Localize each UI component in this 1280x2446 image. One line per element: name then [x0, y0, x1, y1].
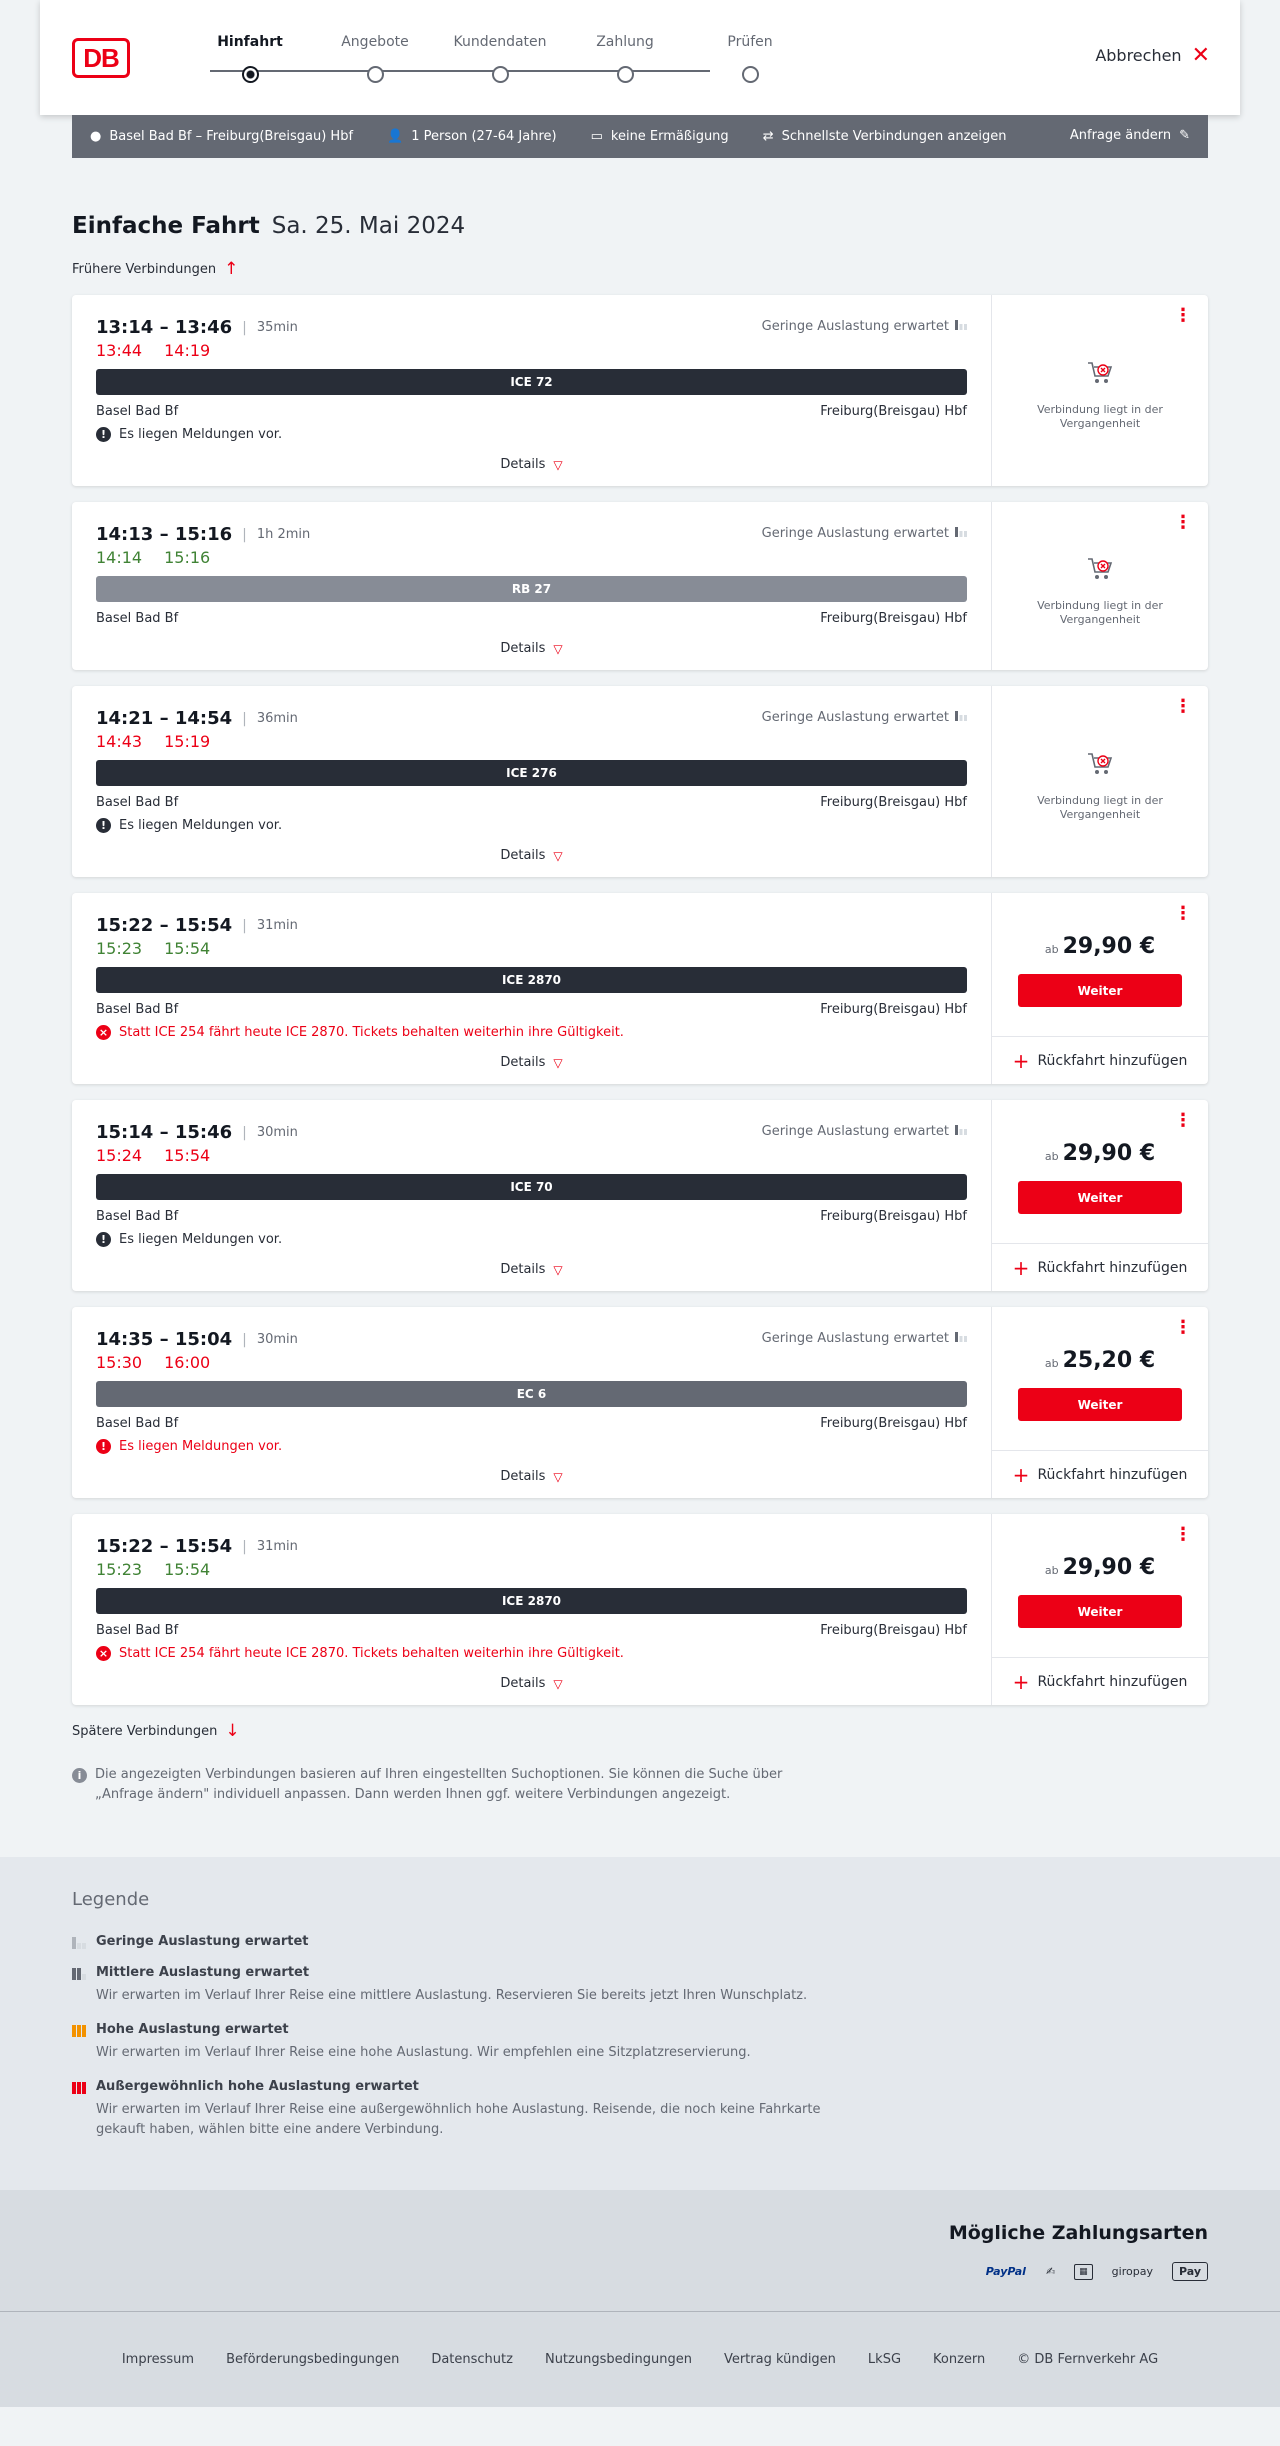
more-options-icon[interactable]: ⋮ [1174, 305, 1192, 326]
realtime-times [96, 1560, 967, 1579]
cart-disabled-icon [1086, 751, 1114, 784]
details-label: Details [500, 848, 546, 863]
load-level-icon [72, 1966, 88, 1980]
times-row [96, 915, 967, 936]
duration: 31min [256, 918, 298, 933]
summary-route: ● Basel Bad Bf – Freiburg(Breisgau) Hbf [90, 129, 354, 144]
details-label: Details [500, 1469, 546, 1484]
payment-title: Mögliche Zahlungsarten [948, 2222, 1208, 2244]
price-prefix: ab [1044, 943, 1059, 956]
step-dot [617, 66, 634, 83]
footer-link[interactable]: Beförderungsbedingungen [226, 2352, 400, 2367]
price-value: 29,90 € [1062, 934, 1156, 959]
offer-panel [992, 1100, 1208, 1291]
weiter-button[interactable]: Weiter [1018, 1388, 1182, 1421]
separator: | [242, 1331, 247, 1348]
realtime-times [96, 1146, 967, 1165]
legend-title: Legende [72, 1889, 150, 1910]
details-toggle[interactable] [96, 641, 967, 656]
price-value: 29,90 € [1062, 1141, 1156, 1166]
step-label: Kundendaten [453, 34, 547, 50]
alert-icon: ! [96, 1232, 111, 1247]
later-connections-link[interactable]: Spätere Verbindungen ↓ [72, 1721, 240, 1741]
connection-card [72, 893, 1208, 1084]
low-load-icon [955, 1123, 967, 1139]
step-pruefen[interactable] [685, 34, 815, 83]
legend-item-title: Außergewöhnlich hohe Auslastung erwartet [96, 2079, 419, 2094]
separator: | [242, 319, 247, 336]
duration: 36min [256, 711, 298, 726]
header [40, 0, 1240, 115]
chevron-down-icon: ▽ [553, 1055, 563, 1070]
summary-option: ⇄ Schnellste Verbindungen anzeigen [762, 129, 1007, 144]
location-pin-icon: ● [90, 129, 102, 144]
realtime-departure: 15:23 [96, 939, 143, 958]
details-toggle[interactable] [96, 1469, 967, 1484]
connection-card [72, 686, 1208, 877]
cancel-circle-icon: × [96, 1025, 111, 1040]
realtime-departure: 15:30 [96, 1353, 143, 1372]
stations-row [96, 1209, 967, 1224]
connection-card [72, 1100, 1208, 1291]
train-bar: ICE 2870 [96, 1588, 967, 1614]
low-load-icon [955, 1330, 967, 1346]
step-dot [492, 66, 509, 83]
bahncard-icon: ▭ [590, 129, 603, 144]
more-options-icon[interactable]: ⋮ [1174, 1524, 1192, 1545]
past-connection-text: Verbindung liegt in der Vergangenheit [1037, 403, 1163, 430]
train-bar: RB 27 [96, 576, 967, 602]
past-connection-text: Verbindung liegt in der Vergangenheit [1037, 598, 1163, 626]
connection-message [96, 1025, 967, 1040]
legend-item-title: Mittlere Auslastung erwartet [96, 1965, 310, 1980]
weiter-button[interactable]: Weiter [1018, 974, 1182, 1007]
more-options-icon[interactable]: ⋮ [1174, 1317, 1192, 1338]
stations-row [96, 611, 967, 626]
connection-list [72, 295, 1208, 1705]
realtime-times [96, 548, 967, 567]
destination-station: Freiburg(Breisgau) Hbf [820, 611, 967, 626]
details-toggle[interactable] [96, 1055, 967, 1070]
step-label: Zahlung [596, 34, 654, 50]
pencil-icon: ✎ [1179, 128, 1190, 143]
details-toggle[interactable] [96, 1262, 967, 1277]
chevron-down-icon: ▽ [553, 641, 563, 656]
step-label: Hinfahrt [217, 34, 283, 50]
step-kundendaten[interactable] [435, 34, 565, 83]
connection-info[interactable] [72, 502, 992, 670]
origin-station: Basel Bad Bf [96, 795, 179, 810]
connection-card [72, 1514, 1208, 1705]
add-return-button[interactable] [992, 1243, 1208, 1291]
low-load-icon [955, 318, 967, 334]
legend-item [72, 2079, 1208, 2140]
footer-link[interactable]: LkSG [867, 2352, 902, 2367]
price [1045, 1348, 1155, 1373]
departure-arrival-time: 14:21 – 14:54 [96, 708, 233, 729]
load-indicator [762, 1123, 967, 1139]
add-return-button[interactable] [992, 1657, 1208, 1705]
legend-item [72, 1965, 1208, 2006]
search-hint: i Die angezeigten Verbindungen basieren auf Ihren eingestellten Suchoptionen. Sie können die Suche über „Anfrage ändern" individuell anpassen. Dann werden Ihnen ggf. weitere Verbindungen angezeigt. [72, 1765, 832, 1805]
origin-station: Basel Bad Bf [96, 1416, 179, 1431]
departure-arrival-time: 14:35 – 15:04 [96, 1329, 233, 1350]
legend-item-desc: Wir erwarten im Verlauf Ihrer Reise eine hohe Auslastung. Wir empfehlen eine Sitzplatzreservierung. [96, 2045, 751, 2060]
message-text: Statt ICE 254 fährt heute ICE 2870. Tickets behalten weiterhin ihre Gültigkeit. [119, 1646, 624, 1661]
legend-item-header [72, 1965, 1208, 1980]
destination-station: Freiburg(Breisgau) Hbf [820, 1623, 967, 1638]
price [1045, 934, 1155, 959]
details-toggle[interactable] [96, 1676, 967, 1691]
realtime-arrival: 15:54 [164, 1560, 211, 1579]
realtime-departure: 14:14 [96, 548, 143, 567]
page-title-row [72, 213, 1208, 239]
stations-row [96, 1623, 967, 1638]
step-label: Prüfen [727, 34, 773, 50]
duration: 30min [256, 1125, 298, 1140]
details-label: Details [500, 457, 546, 472]
footer-link[interactable]: © DB Fernverkehr AG [1017, 2352, 1159, 2367]
stations-row [96, 1002, 967, 1017]
separator: | [242, 917, 247, 934]
load-level-icon [72, 1935, 88, 1949]
travel-date: Sa. 25. Mai 2024 [271, 213, 466, 239]
connection-info[interactable] [72, 893, 992, 1084]
train-bar: ICE 70 [96, 1174, 967, 1200]
info-icon: i [72, 1768, 87, 1783]
departure-arrival-time: 14:13 – 15:16 [96, 524, 233, 545]
step-angebote[interactable] [310, 34, 440, 83]
low-load-icon [955, 525, 967, 541]
destination-station: Freiburg(Breisgau) Hbf [820, 1209, 967, 1224]
footer-link[interactable]: Nutzungsbedingungen [544, 2352, 692, 2367]
legend-item-title: Geringe Auslastung erwartet [96, 1934, 309, 1949]
summary-passengers: 👤 1 Person (27-64 Jahre) [387, 129, 557, 144]
more-options-icon[interactable]: ⋮ [1174, 1110, 1192, 1131]
origin-station: Basel Bad Bf [96, 1209, 179, 1224]
connection-info[interactable] [72, 1100, 992, 1291]
realtime-arrival: 14:19 [164, 341, 211, 360]
more-options-icon[interactable]: ⋮ [1174, 512, 1192, 533]
offer-panel [992, 295, 1208, 486]
add-return-button[interactable] [992, 1036, 1208, 1084]
train-bar: ICE 276 [96, 760, 967, 786]
summary-discount: ▭ keine Ermäßigung [590, 129, 729, 144]
price-prefix: ab [1044, 1564, 1059, 1577]
load-label: Geringe Auslastung erwartet [761, 709, 949, 725]
close-icon: ✕ [1191, 42, 1210, 68]
duration: 1h 2min [256, 527, 311, 542]
realtime-times [96, 939, 967, 958]
offer-panel [992, 502, 1208, 670]
connection-card [72, 295, 1208, 486]
connection-info[interactable] [72, 686, 992, 877]
message-text: Es liegen Meldungen vor. [119, 818, 283, 833]
apple-pay-logo: Pay [1172, 2262, 1208, 2281]
load-level-icon [72, 2023, 88, 2037]
footer-link[interactable]: Impressum [121, 2352, 195, 2367]
message-text: Statt ICE 254 fährt heute ICE 2870. Tickets behalten weiterhin ihre Gültigkeit. [119, 1025, 624, 1040]
search-summary-bar [72, 115, 1208, 158]
separator: | [242, 1124, 247, 1141]
connection-info[interactable] [72, 1514, 992, 1705]
giropay-logo: giropay [1111, 2265, 1153, 2278]
weiter-button[interactable]: Weiter [1018, 1181, 1182, 1214]
duration: 35min [256, 320, 298, 335]
details-label: Details [500, 1676, 546, 1691]
cancel-button[interactable] [1095, 42, 1210, 68]
train-bar: ICE 72 [96, 369, 967, 395]
destination-station: Freiburg(Breisgau) Hbf [820, 1416, 967, 1431]
earlier-connections-link[interactable]: Frühere Verbindungen ↑ [72, 259, 239, 279]
connection-message [96, 818, 967, 833]
separator: | [242, 710, 247, 727]
message-text: Es liegen Meldungen vor. [119, 1439, 283, 1454]
payment-methods [0, 2190, 1280, 2311]
more-options-icon[interactable]: ⋮ [1174, 903, 1192, 924]
realtime-arrival: 16:00 [164, 1353, 211, 1372]
realtime-arrival: 15:16 [164, 548, 211, 567]
load-label: Geringe Auslastung erwartet [761, 1330, 949, 1346]
legend-item-header [72, 2022, 1208, 2037]
cart-disabled-icon [1086, 556, 1114, 589]
duration: 31min [256, 1539, 298, 1554]
legend-item [72, 2022, 1208, 2063]
plus-icon: + [1012, 1669, 1030, 1694]
connection-card [72, 1307, 1208, 1498]
load-level-icon [72, 2080, 88, 2094]
load-label: Geringe Auslastung erwartet [761, 1123, 949, 1139]
footer [0, 2311, 1280, 2407]
weiter-button[interactable]: Weiter [1018, 1595, 1182, 1628]
connection-message [96, 1646, 967, 1661]
add-return-label: Rückfahrt hinzufügen [1037, 1259, 1188, 1276]
offer-panel [992, 893, 1208, 1084]
connection-message [96, 1232, 967, 1247]
offer-panel [992, 1514, 1208, 1705]
edit-request-button[interactable]: Anfrage ändern ✎ [1069, 128, 1190, 143]
footer-link[interactable]: Vertrag kündigen [723, 2352, 836, 2367]
plus-icon: + [1012, 1462, 1030, 1487]
cart-disabled-icon [1086, 360, 1114, 393]
realtime-times [96, 1353, 967, 1372]
plus-icon: + [1012, 1255, 1030, 1280]
price-value: 29,90 € [1062, 1555, 1156, 1580]
legend-item-header [72, 2079, 1208, 2094]
realtime-departure: 15:24 [96, 1146, 143, 1165]
chevron-down-icon: ▽ [553, 457, 563, 472]
realtime-departure: 14:43 [96, 732, 143, 751]
load-label: Geringe Auslastung erwartet [761, 525, 949, 541]
page-title: Einfache Fahrt [72, 213, 260, 239]
price-prefix: ab [1044, 1150, 1059, 1163]
person-icon: 👤 [387, 129, 404, 144]
offer-panel [992, 1307, 1208, 1498]
footer-link[interactable]: Konzern [933, 2352, 986, 2367]
legend [0, 1857, 1280, 2190]
more-options-icon[interactable]: ⋮ [1174, 696, 1192, 717]
arrow-up-icon: ↑ [224, 259, 239, 279]
alert-icon: ! [96, 427, 111, 442]
footer-link[interactable]: Datenschutz [431, 2352, 513, 2367]
past-connection-text: Verbindung liegt in der Vergangenheit [1037, 794, 1163, 821]
step-label: Angebote [341, 34, 409, 50]
connection-message [96, 1439, 967, 1454]
connection-info[interactable] [72, 1307, 992, 1498]
add-return-label: Rückfahrt hinzufügen [1037, 1052, 1188, 1069]
realtime-departure: 13:44 [96, 341, 143, 360]
origin-station: Basel Bad Bf [96, 1623, 179, 1638]
connection-info[interactable] [72, 295, 992, 486]
realtime-arrival: 15:54 [164, 939, 211, 958]
message-text: Es liegen Meldungen vor. [119, 427, 283, 442]
details-label: Details [500, 1055, 546, 1070]
details-toggle[interactable] [96, 848, 967, 863]
realtime-arrival: 15:19 [164, 732, 211, 751]
destination-station: Freiburg(Breisgau) Hbf [820, 1002, 967, 1017]
departure-arrival-time: 13:14 – 13:46 [96, 317, 233, 338]
train-bar: ICE 2870 [96, 967, 967, 993]
origin-station: Basel Bad Bf [96, 1002, 179, 1017]
load-label: Geringe Auslastung erwartet [761, 318, 949, 334]
switch-arrows-icon: ⇄ [762, 129, 774, 144]
step-dot-active [242, 66, 259, 83]
cancel-label: Abbrechen [1095, 46, 1182, 65]
destination-station: Freiburg(Breisgau) Hbf [820, 795, 967, 810]
stations-row [96, 1416, 967, 1431]
departure-arrival-time: 15:14 – 15:46 [96, 1122, 233, 1143]
departure-arrival-time: 15:22 – 15:54 [96, 915, 233, 936]
price [1045, 1141, 1155, 1166]
price-value: 25,20 € [1062, 1348, 1156, 1373]
chevron-down-icon: ▽ [553, 1262, 563, 1277]
details-label: Details [500, 1262, 546, 1277]
legend-item-desc: Wir erwarten im Verlauf Ihrer Reise eine außergewöhnlich hohe Auslastung. Reisende, die noch keine Fahrkarte gekauft haben, wählen bitte eine andere Verbindung. [96, 2102, 821, 2137]
alert-icon: ! [96, 818, 111, 833]
paypal-logo: PayPal [985, 2265, 1026, 2278]
times-row [96, 1536, 967, 1557]
add-return-label: Rückfahrt hinzufügen [1037, 1466, 1188, 1483]
legend-item-header [72, 1934, 1208, 1949]
legend-item-desc: Wir erwarten im Verlauf Ihrer Reise eine mittlere Auslastung. Reservieren Sie bereits jetzt Ihren Wunschplatz. [96, 1988, 808, 2003]
chevron-down-icon: ▽ [553, 848, 563, 863]
cancel-circle-icon: × [96, 1646, 111, 1661]
price [1045, 1555, 1155, 1580]
load-indicator [762, 525, 967, 541]
duration: 30min [256, 1332, 298, 1347]
sepa-icon: ✍ [1045, 2265, 1056, 2278]
separator: | [242, 526, 247, 543]
separator: | [242, 1538, 247, 1555]
origin-station: Basel Bad Bf [96, 404, 179, 419]
chevron-down-icon: ▽ [553, 1469, 563, 1484]
realtime-arrival: 15:54 [164, 1146, 211, 1165]
price-prefix: ab [1044, 1357, 1059, 1370]
connection-card [72, 502, 1208, 670]
realtime-times [96, 732, 967, 751]
db-logo[interactable]: DB [72, 38, 130, 78]
message-text: Es liegen Meldungen vor. [119, 1232, 283, 1247]
train-bar: EC 6 [96, 1381, 967, 1407]
low-load-icon [955, 709, 967, 725]
connection-message [96, 427, 967, 442]
step-zahlung[interactable] [560, 34, 690, 83]
details-label: Details [500, 641, 546, 656]
destination-station: Freiburg(Breisgau) Hbf [820, 404, 967, 419]
alert-icon: ! [96, 1439, 111, 1454]
stations-row [96, 795, 967, 810]
load-indicator [762, 318, 967, 334]
realtime-departure: 15:23 [96, 1560, 143, 1579]
load-indicator [762, 709, 967, 725]
realtime-times [96, 341, 967, 360]
add-return-button[interactable] [992, 1450, 1208, 1498]
invoice-icon: ▦ [1074, 2264, 1093, 2280]
step-hinfahrt[interactable] [185, 34, 315, 83]
load-indicator [762, 1330, 967, 1346]
stations-row [96, 404, 967, 419]
departure-arrival-time: 15:22 – 15:54 [96, 1536, 233, 1557]
offer-panel [992, 686, 1208, 877]
chevron-down-icon: ▽ [553, 1676, 563, 1691]
arrow-down-icon: ↓ [225, 1721, 240, 1741]
details-toggle[interactable] [96, 457, 967, 472]
origin-station: Basel Bad Bf [96, 611, 179, 626]
step-dot [742, 66, 759, 83]
legend-item [72, 1934, 1208, 1949]
step-dot [367, 66, 384, 83]
legend-item-title: Hohe Auslastung erwartet [96, 2022, 289, 2037]
add-return-label: Rückfahrt hinzufügen [1037, 1673, 1188, 1690]
plus-icon: + [1012, 1048, 1030, 1073]
